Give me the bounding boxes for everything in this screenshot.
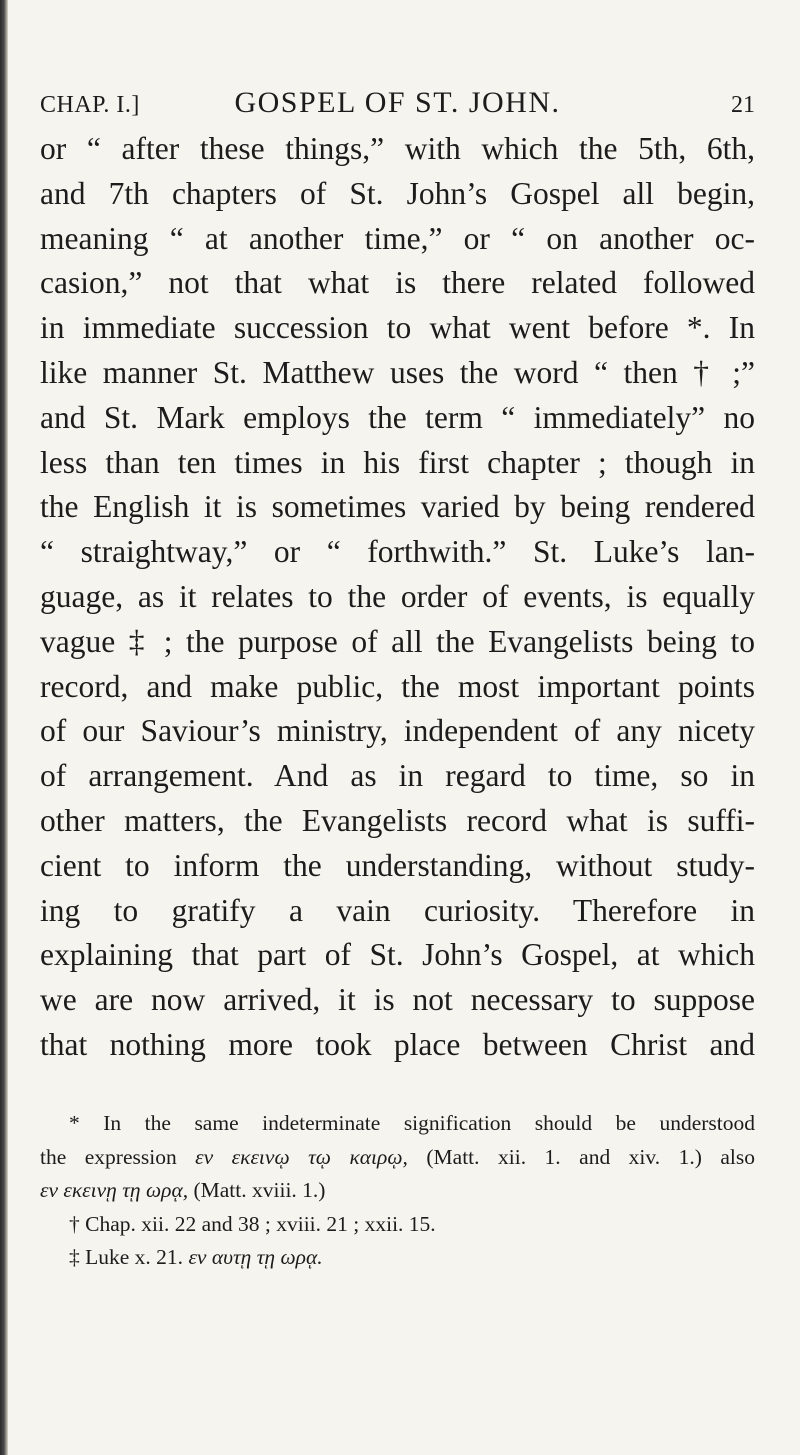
text-line: record, and make public, the most important points [40,668,755,704]
text-line: other matters, the Evangelists record what is suffi- [40,802,755,838]
greek-phrase: εν αυτῃ τῃ ωρᾳ. [188,1245,323,1269]
text-line: “ straightway,” or “ forthwith.” St. Luke’s lan- [40,534,755,570]
footnote-text: ‡ Luke x. 21. [69,1245,189,1269]
footnote-text: (Matt. xviii. 1.) [188,1178,326,1202]
footnote-star-continued [40,1174,755,1208]
text-line: cient to inform the understanding, without study- [40,847,755,883]
footnote-text: the expression [40,1144,196,1169]
page-number: 21 [731,92,755,118]
text-line: and 7th chapters of St. John’s Gospel all begin, [40,175,755,211]
text-line: of our Saviour’s ministry, independent of any nicety [40,713,755,749]
footnotes [40,1107,755,1275]
running-header [40,86,755,126]
text-line: the English it is sometimes varied by being rendered [40,489,755,525]
greek-phrase: εν εκεινῃ τῃ ωρᾳ, [40,1178,189,1202]
footnote-double-dagger [40,1241,755,1275]
text-line: less than ten times in his first chapter ; though in [40,444,755,480]
text-line: we are now arrived, it is not necessary to suppose [40,982,755,1018]
text-line: that nothing more took place between Christ and [40,1026,755,1062]
text-line: in immediate succession to what went before *. In [40,310,755,346]
text-line: vague ‡ ; the purpose of all the Evangelists being to [40,623,755,659]
chapter-label: CHAP. I.] [40,92,140,118]
footnote-text: (Matt. xii. 1. and xiv. 1.) also [407,1144,755,1169]
greek-phrase: εν εκεινῳ τῳ καιρῳ, [195,1144,408,1169]
main-text [40,127,755,1068]
text-line: meaning “ at another time,” or “ on another oc- [40,220,755,256]
footnote-dagger: † Chap. xii. 22 and 38 ; xviii. 21 ; xxii. 15. [69,1211,436,1236]
footnote-star-continued [40,1141,755,1175]
footnote-star: * In the same indeterminate signification should be understood [69,1111,755,1135]
text-line: or “ after these things,” with which the 5th, 6th, [40,131,755,166]
text-line: casion,” not that what is there related followed [40,265,755,301]
page-binding-edge [0,0,8,1455]
text-line: guage, as it relates to the order of events, is equally [40,578,755,614]
text-line: like manner St. Matthew uses the word “ then † ;” [40,354,755,390]
text-line: ing to gratify a vain curiosity. Therefore in [40,892,755,928]
text-line: and St. Mark employs the term “ immediately” no [40,399,755,435]
text-line: of arrangement. And as in regard to time, so in [40,758,755,794]
page-title: GOSPEL OF ST. JOHN. [234,86,561,119]
text-line: explaining that part of St. John’s Gospel, at which [40,937,755,973]
